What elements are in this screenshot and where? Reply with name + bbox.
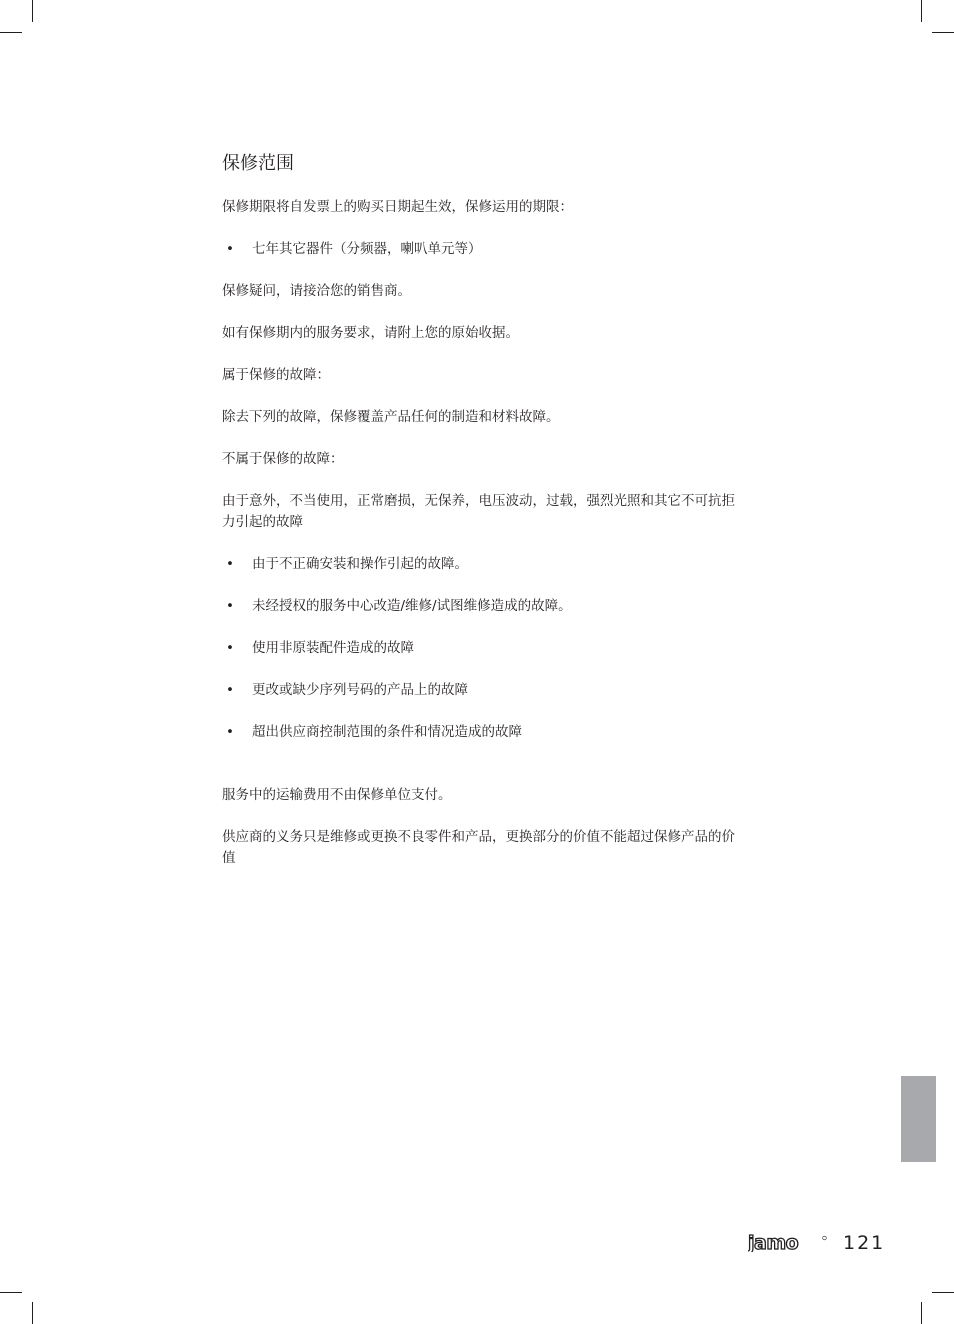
bullet-icon: • — [226, 640, 234, 656]
bullet-icon: • — [226, 241, 234, 257]
obligation-paragraph: 供应商的义务只是维修或更换不良零件和产品，更换部分的价值不能超过保修产品的价值 — [222, 829, 735, 866]
list-item-period — [222, 239, 742, 260]
list-item-exclusion — [222, 596, 742, 617]
not-covered-paragraph: 由于意外，不当使用，正常磨损，无保养，电压波动，过载，强烈光照和其它不可抗拒力引起的故障 — [222, 493, 735, 530]
list-item-text: 未经授权的服务中心改造/维修/试图维修造成的故障。 — [252, 598, 572, 614]
list-item-text: 更改或缺少序列号码的产品上的故障 — [252, 682, 468, 698]
crop-mark-top-right-v — [921, 0, 922, 22]
intro-paragraph: 保修期限将自发票上的购买日期起生效，保修运用的期限： — [222, 199, 573, 215]
crop-mark-top-right-h — [932, 32, 954, 33]
list-item-exclusion — [222, 722, 742, 743]
bullet-icon: • — [226, 724, 234, 740]
contact-paragraph: 保修疑问，请接洽您的销售商。 — [222, 283, 411, 299]
jamo-logo — [748, 1234, 828, 1252]
logo-text: jamo — [748, 1234, 799, 1252]
spacer — [222, 764, 742, 785]
bullet-icon: • — [226, 598, 234, 614]
crop-mark-top-left-h — [0, 32, 22, 33]
covered-heading: 属于保修的故障： — [222, 367, 330, 383]
crop-mark-bottom-left-h — [0, 1292, 22, 1293]
crop-mark-bottom-right-v — [921, 1302, 922, 1324]
crop-mark-top-left-v — [32, 0, 33, 22]
bullet-icon: • — [226, 556, 234, 572]
list-item-text: 超出供应商控制范围的条件和情况造成的故障 — [252, 724, 522, 740]
bullet-icon: • — [226, 682, 234, 698]
list-item-exclusion — [222, 554, 742, 575]
crop-mark-bottom-left-v — [32, 1302, 33, 1324]
covered-paragraph: 除去下列的故障，保修覆盖产品任何的制造和材料故障。 — [222, 409, 560, 425]
shipping-paragraph: 服务中的运输费用不由保修单位支付。 — [222, 787, 452, 803]
registered-mark-icon — [823, 1236, 827, 1240]
receipt-paragraph: 如有保修期内的服务要求，请附上您的原始收据。 — [222, 325, 519, 341]
list-item-exclusion — [222, 638, 742, 659]
page-title: 保修范围 — [222, 153, 294, 174]
warranty-content — [222, 152, 742, 890]
list-item-text: 由于不正确安装和操作引起的故障。 — [252, 556, 468, 572]
crop-mark-bottom-right-h — [932, 1292, 954, 1293]
page-number: 121 — [843, 1232, 886, 1254]
not-covered-heading: 不属于保修的故障： — [222, 451, 344, 467]
list-item-text: 使用非原装配件造成的故障 — [252, 640, 414, 656]
list-item-text: 七年其它器件（分频器，喇叭单元等） — [252, 241, 482, 257]
section-tab — [901, 1076, 936, 1162]
list-item-exclusion — [222, 680, 742, 701]
